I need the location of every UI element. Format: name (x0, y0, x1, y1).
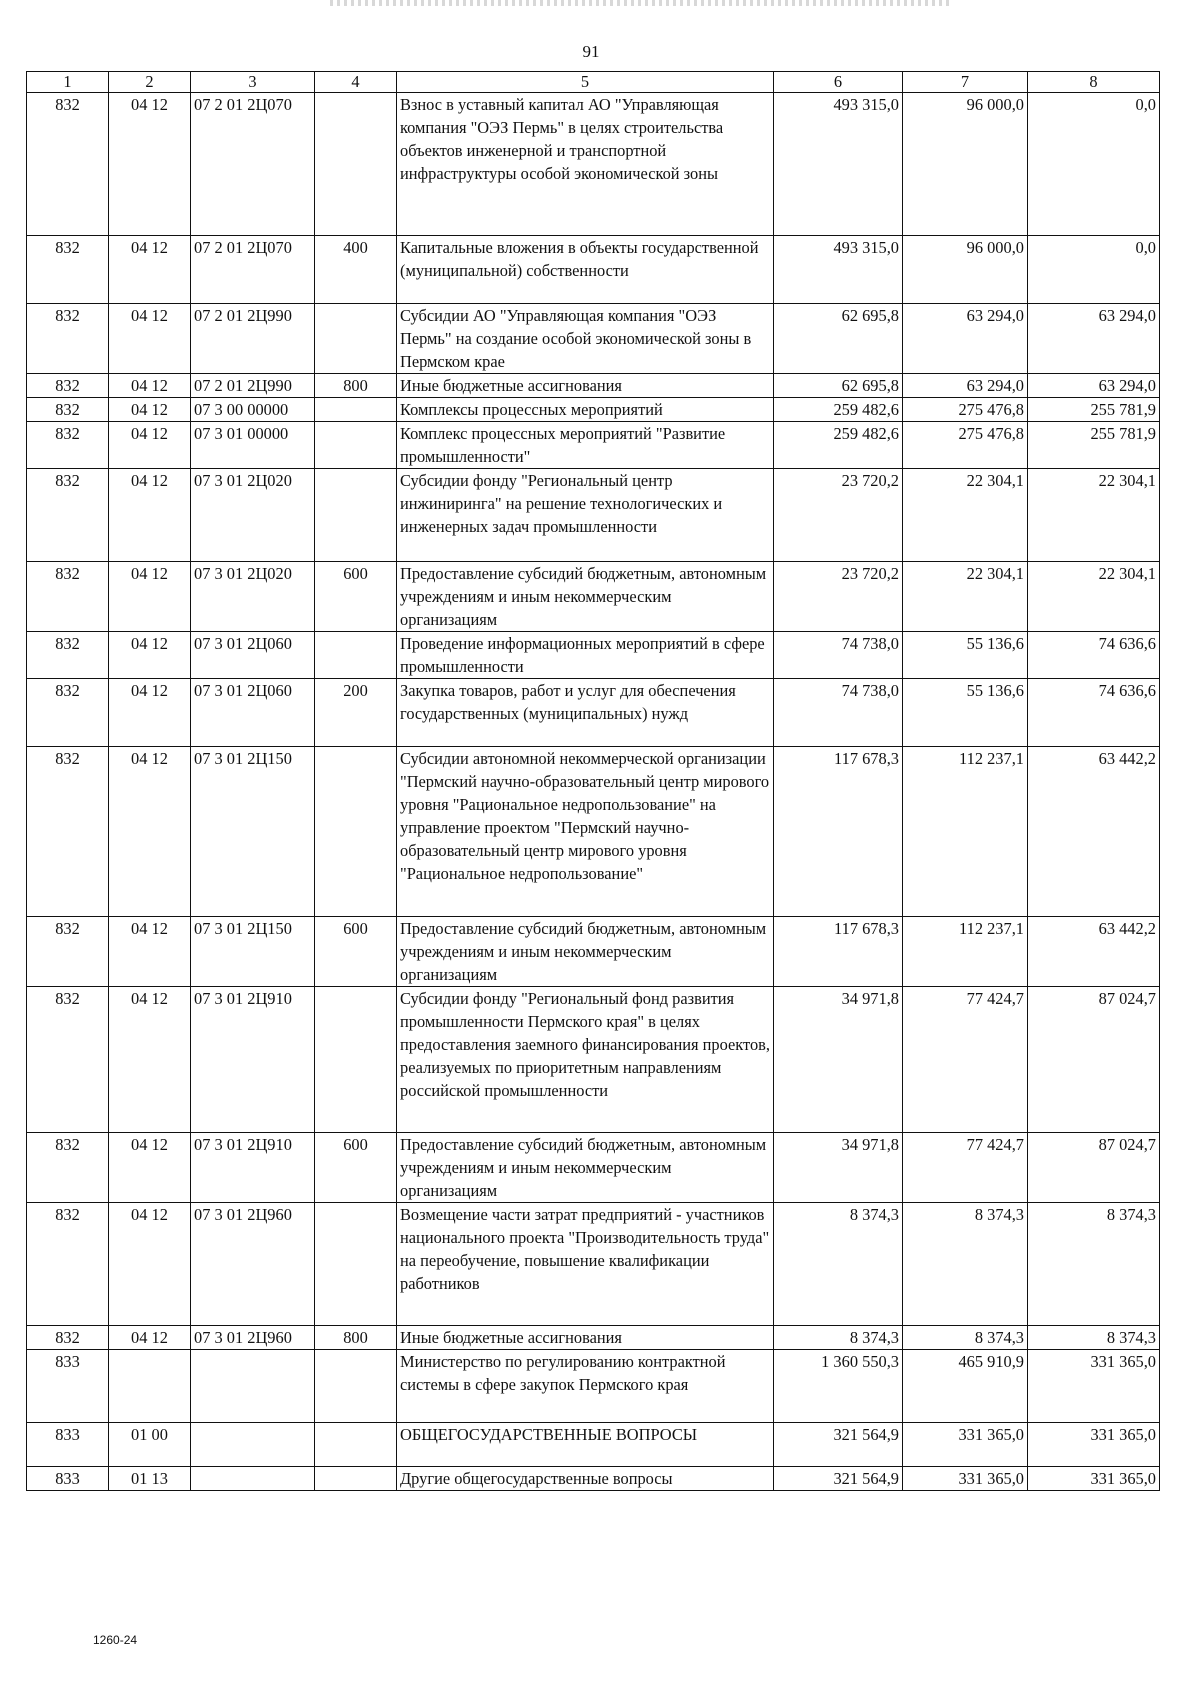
amount-year1-cell: 23 720,2 (774, 562, 903, 632)
amount-year1-cell: 74 738,0 (774, 679, 903, 747)
table-row (27, 1423, 1160, 1467)
expense-type-cell (315, 632, 397, 679)
amount-year2-cell: 96 000,0 (903, 93, 1028, 236)
description-cell: Возмещение части затрат предприятий - участников национального проекта "Производительность труда" на переобучение, повышение квалификации работников (397, 1203, 774, 1326)
amount-year3-cell: 331 365,0 (1028, 1350, 1160, 1423)
amount-year1-cell: 23 720,2 (774, 469, 903, 562)
amount-year1-cell: 34 971,8 (774, 987, 903, 1133)
expense-type-cell (315, 304, 397, 374)
glava-code-cell: 832 (27, 1133, 109, 1203)
section-code-cell: 04 12 (109, 1326, 191, 1350)
expense-type-cell (315, 469, 397, 562)
glava-code-cell: 832 (27, 304, 109, 374)
column-header: 1 (27, 72, 109, 93)
description-cell: Предоставление субсидий бюджетным, автономным учреждениям и иным некоммерческим организациям (397, 917, 774, 987)
amount-year1-cell: 1 360 550,3 (774, 1350, 903, 1423)
glava-code-cell: 832 (27, 398, 109, 422)
table-row (27, 236, 1160, 304)
amount-year1-cell: 321 564,9 (774, 1423, 903, 1467)
section-code-cell: 04 12 (109, 422, 191, 469)
expense-type-cell: 200 (315, 679, 397, 747)
description-cell: Субсидии фонду "Региональный фонд развития промышленности Пермского края" в целях предоставления заемного финансирования проектов, реализуемых по приоритетным направлениям российской промышленности (397, 987, 774, 1133)
description-cell: Комплекс процессных мероприятий "Развитие промышленности" (397, 422, 774, 469)
table-row (27, 562, 1160, 632)
amount-year2-cell: 8 374,3 (903, 1326, 1028, 1350)
target-article-cell: 07 3 01 2Ц060 (191, 679, 315, 747)
expense-type-cell (315, 987, 397, 1133)
section-code-cell: 04 12 (109, 632, 191, 679)
expense-type-cell: 600 (315, 1133, 397, 1203)
amount-year3-cell: 331 365,0 (1028, 1423, 1160, 1467)
expense-type-cell (315, 398, 397, 422)
amount-year3-cell: 8 374,3 (1028, 1203, 1160, 1326)
expense-type-cell (315, 1467, 397, 1491)
amount-year2-cell: 22 304,1 (903, 562, 1028, 632)
amount-year2-cell: 112 237,1 (903, 917, 1028, 987)
section-code-cell: 04 12 (109, 562, 191, 632)
section-code-cell: 04 12 (109, 93, 191, 236)
description-cell: Предоставление субсидий бюджетным, автономным учреждениям и иным некоммерческим организациям (397, 562, 774, 632)
amount-year3-cell: 63 442,2 (1028, 747, 1160, 917)
glava-code-cell: 833 (27, 1423, 109, 1467)
target-article-cell: 07 2 01 2Ц990 (191, 374, 315, 398)
amount-year2-cell: 63 294,0 (903, 374, 1028, 398)
target-article-cell: 07 3 01 2Ц150 (191, 747, 315, 917)
expense-type-cell (315, 747, 397, 917)
target-article-cell (191, 1423, 315, 1467)
page-number: 91 (582, 42, 600, 61)
target-article-cell: 07 2 01 2Ц070 (191, 236, 315, 304)
glava-code-cell: 833 (27, 1350, 109, 1423)
table-body (27, 93, 1160, 1491)
section-code-cell (109, 1350, 191, 1423)
section-code-cell: 04 12 (109, 304, 191, 374)
target-article-cell: 07 2 01 2Ц070 (191, 93, 315, 236)
amount-year3-cell: 87 024,7 (1028, 987, 1160, 1133)
section-code-cell: 04 12 (109, 917, 191, 987)
section-code-cell: 04 12 (109, 1203, 191, 1326)
amount-year3-cell: 255 781,9 (1028, 398, 1160, 422)
target-article-cell (191, 1467, 315, 1491)
glava-code-cell: 832 (27, 987, 109, 1133)
expense-type-cell: 800 (315, 374, 397, 398)
section-code-cell: 04 12 (109, 236, 191, 304)
table-header-row (27, 72, 1160, 93)
section-code-cell: 04 12 (109, 1133, 191, 1203)
amount-year2-cell: 55 136,6 (903, 632, 1028, 679)
glava-code-cell: 832 (27, 1326, 109, 1350)
document-code: 1260-24 (93, 1633, 138, 1647)
column-header: 4 (315, 72, 397, 93)
table-row (27, 1350, 1160, 1423)
description-cell: Проведение информационных мероприятий в сфере промышленности (397, 632, 774, 679)
target-article-cell: 07 3 01 00000 (191, 422, 315, 469)
target-article-cell: 07 3 01 2Ц020 (191, 562, 315, 632)
glava-code-cell: 832 (27, 632, 109, 679)
table-row (27, 1203, 1160, 1326)
table-row (27, 747, 1160, 917)
table-row (27, 374, 1160, 398)
amount-year2-cell: 275 476,8 (903, 398, 1028, 422)
budget-table (26, 71, 1160, 1491)
amount-year3-cell: 8 374,3 (1028, 1326, 1160, 1350)
expense-type-cell (315, 1350, 397, 1423)
amount-year2-cell: 112 237,1 (903, 747, 1028, 917)
target-article-cell: 07 3 00 00000 (191, 398, 315, 422)
target-article-cell: 07 2 01 2Ц990 (191, 304, 315, 374)
amount-year3-cell: 0,0 (1028, 236, 1160, 304)
amount-year3-cell: 63 442,2 (1028, 917, 1160, 987)
description-cell: Взнос в уставный капитал АО "Управляющая компания "ОЭЗ Пермь" в целях строительства объектов инженерной и транспортной инфраструктуры особой экономической зоны (397, 93, 774, 236)
glava-code-cell: 832 (27, 917, 109, 987)
amount-year2-cell: 8 374,3 (903, 1203, 1028, 1326)
amount-year1-cell: 62 695,8 (774, 304, 903, 374)
section-code-cell: 04 12 (109, 747, 191, 917)
description-cell: Иные бюджетные ассигнования (397, 1326, 774, 1350)
section-code-cell: 01 13 (109, 1467, 191, 1491)
expense-type-cell (315, 1423, 397, 1467)
section-code-cell: 04 12 (109, 679, 191, 747)
description-cell: ОБЩЕГОСУДАРСТВЕННЫЕ ВОПРОСЫ (397, 1423, 774, 1467)
glava-code-cell: 832 (27, 374, 109, 398)
glava-code-cell: 832 (27, 1203, 109, 1326)
amount-year3-cell: 22 304,1 (1028, 562, 1160, 632)
glava-code-cell: 832 (27, 747, 109, 917)
amount-year2-cell: 275 476,8 (903, 422, 1028, 469)
table-row (27, 1467, 1160, 1491)
column-header: 8 (1028, 72, 1160, 93)
amount-year2-cell: 77 424,7 (903, 987, 1028, 1133)
amount-year1-cell: 8 374,3 (774, 1203, 903, 1326)
table-row (27, 93, 1160, 236)
expense-type-cell: 600 (315, 917, 397, 987)
table-row (27, 679, 1160, 747)
expense-type-cell: 800 (315, 1326, 397, 1350)
table-row (27, 304, 1160, 374)
expense-type-cell: 600 (315, 562, 397, 632)
amount-year3-cell: 63 294,0 (1028, 304, 1160, 374)
amount-year2-cell: 55 136,6 (903, 679, 1028, 747)
amount-year2-cell: 331 365,0 (903, 1423, 1028, 1467)
amount-year2-cell: 96 000,0 (903, 236, 1028, 304)
target-article-cell: 07 3 01 2Ц910 (191, 1133, 315, 1203)
amount-year1-cell: 117 678,3 (774, 917, 903, 987)
description-cell: Комплексы процессных мероприятий (397, 398, 774, 422)
target-article-cell: 07 3 01 2Ц910 (191, 987, 315, 1133)
target-article-cell: 07 3 01 2Ц960 (191, 1203, 315, 1326)
glava-code-cell: 833 (27, 1467, 109, 1491)
target-article-cell: 07 3 01 2Ц020 (191, 469, 315, 562)
glava-code-cell: 832 (27, 562, 109, 632)
description-cell: Министерство по регулированию контрактной системы в сфере закупок Пермского края (397, 1350, 774, 1423)
description-cell: Капитальные вложения в объекты государственной (муниципальной) собственности (397, 236, 774, 304)
amount-year3-cell: 87 024,7 (1028, 1133, 1160, 1203)
amount-year1-cell: 117 678,3 (774, 747, 903, 917)
description-cell: Иные бюджетные ассигнования (397, 374, 774, 398)
amount-year3-cell: 74 636,6 (1028, 679, 1160, 747)
glava-code-cell: 832 (27, 93, 109, 236)
table-row (27, 1326, 1160, 1350)
column-header: 5 (397, 72, 774, 93)
target-article-cell (191, 1350, 315, 1423)
scan-noise-strip (330, 0, 950, 6)
target-article-cell: 07 3 01 2Ц150 (191, 917, 315, 987)
amount-year1-cell: 62 695,8 (774, 374, 903, 398)
column-header: 2 (109, 72, 191, 93)
description-cell: Закупка товаров, работ и услуг для обеспечения государственных (муниципальных) нужд (397, 679, 774, 747)
section-code-cell: 01 00 (109, 1423, 191, 1467)
amount-year2-cell: 77 424,7 (903, 1133, 1028, 1203)
expense-type-cell (315, 93, 397, 236)
column-header: 6 (774, 72, 903, 93)
expense-type-cell (315, 1203, 397, 1326)
amount-year3-cell: 0,0 (1028, 93, 1160, 236)
amount-year1-cell: 321 564,9 (774, 1467, 903, 1491)
amount-year1-cell: 493 315,0 (774, 236, 903, 304)
table-row (27, 987, 1160, 1133)
table-row (27, 469, 1160, 562)
description-cell: Другие общегосударственные вопросы (397, 1467, 774, 1491)
section-code-cell: 04 12 (109, 374, 191, 398)
amount-year3-cell: 74 636,6 (1028, 632, 1160, 679)
description-cell: Субсидии автономной некоммерческой организации "Пермский научно-образовательный центр мирового уровня "Рациональное недропользование" на управление проектом "Пермский научно-образовательный центр мирового уровня "Рациональное недропользование" (397, 747, 774, 917)
section-code-cell: 04 12 (109, 469, 191, 562)
description-cell: Субсидии АО "Управляющая компания "ОЭЗ Пермь" на создание особой экономической зоны в Пермском крае (397, 304, 774, 374)
column-header: 7 (903, 72, 1028, 93)
amount-year2-cell: 22 304,1 (903, 469, 1028, 562)
column-header: 3 (191, 72, 315, 93)
target-article-cell: 07 3 01 2Ц060 (191, 632, 315, 679)
amount-year1-cell: 259 482,6 (774, 422, 903, 469)
section-code-cell: 04 12 (109, 398, 191, 422)
amount-year2-cell: 63 294,0 (903, 304, 1028, 374)
glava-code-cell: 832 (27, 236, 109, 304)
glava-code-cell: 832 (27, 422, 109, 469)
amount-year3-cell: 331 365,0 (1028, 1467, 1160, 1491)
section-code-cell: 04 12 (109, 987, 191, 1133)
amount-year2-cell: 331 365,0 (903, 1467, 1028, 1491)
amount-year1-cell: 493 315,0 (774, 93, 903, 236)
description-cell: Предоставление субсидий бюджетным, автономным учреждениям и иным некоммерческим организациям (397, 1133, 774, 1203)
table-row (27, 422, 1160, 469)
glava-code-cell: 832 (27, 679, 109, 747)
description-cell: Субсидии фонду "Региональный центр инжиниринга" на решение технологических и инженерных задач промышленности (397, 469, 774, 562)
amount-year1-cell: 74 738,0 (774, 632, 903, 679)
amount-year1-cell: 8 374,3 (774, 1326, 903, 1350)
table-row (27, 398, 1160, 422)
expense-type-cell: 400 (315, 236, 397, 304)
glava-code-cell: 832 (27, 469, 109, 562)
amount-year1-cell: 34 971,8 (774, 1133, 903, 1203)
amount-year3-cell: 63 294,0 (1028, 374, 1160, 398)
amount-year3-cell: 255 781,9 (1028, 422, 1160, 469)
table-row (27, 1133, 1160, 1203)
table-row (27, 632, 1160, 679)
amount-year1-cell: 259 482,6 (774, 398, 903, 422)
amount-year3-cell: 22 304,1 (1028, 469, 1160, 562)
table-row (27, 917, 1160, 987)
expense-type-cell (315, 422, 397, 469)
amount-year2-cell: 465 910,9 (903, 1350, 1028, 1423)
target-article-cell: 07 3 01 2Ц960 (191, 1326, 315, 1350)
